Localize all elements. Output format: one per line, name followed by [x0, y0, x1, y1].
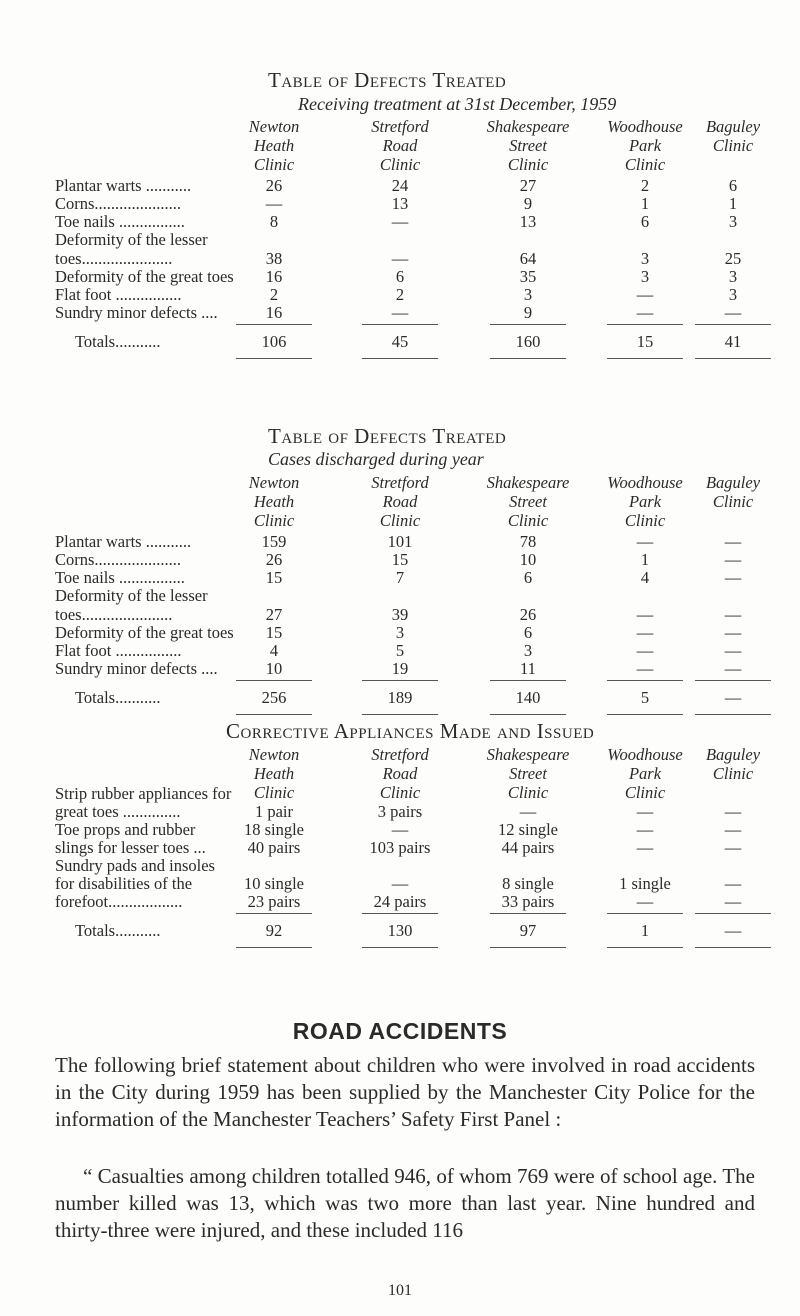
table-cell: 9: [523, 194, 533, 213]
table-cell: —: [636, 820, 654, 839]
column-header: Woodhouse: [607, 473, 683, 492]
road-accidents-intro: The following brief statement about children who were involved in road accidents in the City during 1959 has been supplied by the Manchester City Police for the information of the Manchester Teachers’ Safety First Panel :: [55, 1053, 755, 1131]
table-cell: 8 single: [502, 874, 554, 893]
table-cell: 5: [395, 641, 405, 660]
table-cell: 13: [391, 194, 409, 213]
table-cell: —: [724, 532, 742, 551]
totals-bottom-rule: [607, 947, 683, 948]
column-header: Street: [509, 764, 547, 783]
table-cell: 101: [387, 532, 413, 551]
table-cell: —: [636, 659, 654, 678]
table-cell: 26: [265, 550, 283, 569]
row-label: Corns.....................: [55, 550, 182, 569]
table-cell: —: [391, 820, 409, 839]
row-label: Deformity of the lesser: [55, 586, 208, 605]
row-label: Strip rubber appliances for: [55, 784, 232, 803]
table-cell: 1: [640, 194, 650, 213]
column-header: Clinic: [379, 155, 421, 174]
table-cell: 3: [728, 285, 738, 304]
totals-cell: 130: [387, 921, 413, 940]
table-cell: —: [636, 623, 654, 642]
column-header: Clinic: [253, 511, 295, 530]
table-cell: 24 pairs: [373, 892, 427, 911]
column-header: Clinic: [379, 511, 421, 530]
totals-cell: 160: [515, 332, 541, 351]
table-cell: 64: [519, 249, 537, 268]
table-cell: 1: [640, 550, 650, 569]
totals-top-rule: [490, 324, 566, 325]
row-label: Corns.....................: [55, 194, 182, 213]
totals-top-rule: [490, 913, 566, 914]
table-cell: 3: [523, 285, 533, 304]
column-header: Clinic: [624, 783, 666, 802]
totals-cell: 15: [636, 332, 654, 351]
column-header: Park: [628, 764, 662, 783]
row-label: forefoot..................: [55, 892, 183, 911]
column-header: Newton: [248, 745, 300, 764]
column-header: Clinic: [712, 764, 754, 783]
table-cell: —: [265, 194, 283, 213]
table-cell: 1 single: [619, 874, 671, 893]
row-label: Plantar warts ...........: [55, 532, 192, 551]
table-cell: 3: [728, 267, 738, 286]
table-cell: —: [724, 874, 742, 893]
row-label: Sundry pads and insoles: [55, 856, 215, 875]
column-header: Baguley: [705, 473, 761, 492]
page-number: 101: [388, 1282, 412, 1299]
table-cell: 78: [519, 532, 537, 551]
table-cell: 18 single: [243, 820, 305, 839]
table-cell: 3 pairs: [377, 802, 423, 821]
table-cell: 23 pairs: [247, 892, 301, 911]
table-cell: 7: [395, 568, 405, 587]
column-header: Woodhouse: [607, 745, 683, 764]
totals-top-rule: [695, 680, 771, 681]
table-cell: —: [724, 605, 742, 624]
totals-cell: —: [724, 921, 742, 940]
column-header: Park: [628, 492, 662, 511]
table-cell: 2: [640, 176, 650, 195]
table-cell: 159: [261, 532, 287, 551]
totals-bottom-rule: [362, 714, 438, 715]
totals-bottom-rule: [236, 714, 312, 715]
column-header: Clinic: [624, 511, 666, 530]
row-label: for disabilities of the: [55, 874, 193, 893]
column-header: Clinic: [253, 783, 295, 802]
table-cell: 33 pairs: [501, 892, 555, 911]
table-cell: —: [636, 532, 654, 551]
totals-cell: 106: [261, 332, 287, 351]
column-header: Road: [382, 136, 418, 155]
totals-bottom-rule: [490, 714, 566, 715]
column-header: Baguley: [705, 117, 761, 136]
totals-cell: 97: [519, 921, 537, 940]
totals-cell: 1: [640, 921, 650, 940]
table-cell: 26: [265, 176, 283, 195]
table-cell: 3: [640, 267, 650, 286]
column-header: Road: [382, 764, 418, 783]
table-cell: 16: [265, 303, 283, 322]
column-header: Stretford: [371, 117, 429, 136]
table-cell: —: [724, 838, 742, 857]
totals-label: Totals...........: [75, 688, 161, 707]
column-header: Street: [509, 492, 547, 511]
totals-bottom-rule: [607, 358, 683, 359]
table-cell: 26: [519, 605, 537, 624]
column-header: Park: [628, 136, 662, 155]
table-cell: —: [724, 802, 742, 821]
totals-top-rule: [607, 680, 683, 681]
table-cell: —: [724, 659, 742, 678]
table-cell: 25: [724, 249, 742, 268]
totals-top-rule: [362, 913, 438, 914]
totals-top-rule: [236, 324, 312, 325]
totals-cell: 41: [724, 332, 742, 351]
totals-bottom-rule: [695, 358, 771, 359]
table-cell: 15: [265, 568, 283, 587]
row-label: great toes ..............: [55, 802, 181, 821]
table-cell: —: [391, 874, 409, 893]
table-cell: —: [391, 212, 409, 231]
column-header: Woodhouse: [607, 117, 683, 136]
column-header: Shakespeare: [486, 117, 570, 136]
table-cell: 103 pairs: [369, 838, 431, 857]
totals-top-rule: [362, 680, 438, 681]
table-cell: 39: [391, 605, 409, 624]
table-cell: —: [636, 641, 654, 660]
table-cell: —: [724, 303, 742, 322]
table-cell: 10 single: [243, 874, 305, 893]
table-cell: 27: [265, 605, 283, 624]
table-cell: 1: [728, 194, 738, 213]
table-cell: —: [391, 303, 409, 322]
table-cell: —: [724, 623, 742, 642]
column-header: Shakespeare: [486, 745, 570, 764]
table-cell: 10: [265, 659, 283, 678]
totals-cell: 189: [387, 688, 413, 707]
row-label: Flat foot ................: [55, 641, 182, 660]
row-label: Toe props and rubber: [55, 820, 196, 839]
column-header: Heath: [253, 136, 295, 155]
row-label: Toe nails ................: [55, 568, 185, 587]
table-cell: 15: [391, 550, 409, 569]
table-cell: 3: [523, 641, 533, 660]
column-header: Heath: [253, 492, 295, 511]
table-subtitle: Cases discharged during year: [268, 449, 484, 469]
table-cell: —: [636, 285, 654, 304]
table-cell: —: [724, 820, 742, 839]
totals-cell: 45: [391, 332, 409, 351]
row-label-continued: toes......................: [55, 605, 173, 624]
table-title: Table of Defects Treated: [268, 68, 507, 92]
row-label: slings for lesser toes ...: [55, 838, 206, 857]
table-cell: —: [636, 605, 654, 624]
table-cell: 1 pair: [254, 802, 294, 821]
totals-label: Totals...........: [75, 332, 161, 351]
totals-cell: 140: [515, 688, 541, 707]
totals-bottom-rule: [490, 947, 566, 948]
totals-top-rule: [236, 680, 312, 681]
table-cell: 15: [265, 623, 283, 642]
table-cell: 13: [519, 212, 537, 231]
road-accidents-heading: ROAD ACCIDENTS: [292, 1018, 508, 1044]
totals-bottom-rule: [362, 358, 438, 359]
row-label: Deformity of the great toes: [55, 623, 234, 642]
totals-cell: 5: [640, 688, 650, 707]
table-cell: 24: [391, 176, 409, 195]
row-label-continued: toes......................: [55, 249, 173, 268]
totals-cell: 256: [261, 688, 287, 707]
table-cell: —: [519, 802, 537, 821]
totals-bottom-rule: [362, 947, 438, 948]
table-title: Table of Defects Treated: [268, 424, 507, 448]
table-cell: —: [724, 550, 742, 569]
column-header: Clinic: [712, 492, 754, 511]
table-cell: 3: [395, 623, 405, 642]
table-cell: —: [636, 892, 654, 911]
totals-top-rule: [236, 913, 312, 914]
table-cell: 3: [728, 212, 738, 231]
totals-top-rule: [695, 913, 771, 914]
column-header: Baguley: [705, 745, 761, 764]
row-label: Plantar warts ...........: [55, 176, 192, 195]
table-cell: 38: [265, 249, 283, 268]
column-header: Shakespeare: [486, 473, 570, 492]
table-cell: 19: [391, 659, 409, 678]
table-title: Corrective Appliances Made and Issued: [226, 719, 595, 743]
column-header: Newton: [248, 473, 300, 492]
row-label: Sundry minor defects ....: [55, 659, 218, 678]
totals-bottom-rule: [607, 714, 683, 715]
road-accidents-statement: “ Casualties among children totalled 946, of whom 769 were of school age. The number killed was 13, which was two more than last year. Nine hundred and thirty-three were injured, and these included 116: [55, 1164, 755, 1242]
column-header: Road: [382, 492, 418, 511]
table-cell: 2: [269, 285, 279, 304]
totals-top-rule: [490, 680, 566, 681]
totals-top-rule: [607, 913, 683, 914]
table-cell: 6: [640, 212, 650, 231]
column-header: Clinic: [379, 783, 421, 802]
table-cell: 4: [269, 641, 279, 660]
table-cell: 6: [728, 176, 738, 195]
totals-bottom-rule: [695, 714, 771, 715]
row-label: Deformity of the great toes: [55, 267, 234, 286]
column-header: Clinic: [712, 136, 754, 155]
table-cell: 12 single: [497, 820, 559, 839]
table-cell: 16: [265, 267, 283, 286]
column-header: Street: [509, 136, 547, 155]
table-cell: 35: [519, 267, 537, 286]
table-cell: —: [636, 303, 654, 322]
table-cell: 4: [640, 568, 650, 587]
totals-top-rule: [695, 324, 771, 325]
row-label: Deformity of the lesser: [55, 230, 208, 249]
table-cell: —: [636, 802, 654, 821]
table-cell: 2: [395, 285, 405, 304]
totals-bottom-rule: [236, 947, 312, 948]
table-cell: 6: [523, 623, 533, 642]
table-cell: 8: [269, 212, 279, 231]
totals-top-rule: [362, 324, 438, 325]
totals-bottom-rule: [490, 358, 566, 359]
column-header: Clinic: [507, 155, 549, 174]
table-cell: 6: [523, 568, 533, 587]
totals-cell: —: [724, 688, 742, 707]
table-cell: 3: [640, 249, 650, 268]
totals-top-rule: [607, 324, 683, 325]
column-header: Newton: [248, 117, 300, 136]
table-cell: —: [724, 892, 742, 911]
column-header: Heath: [253, 764, 295, 783]
totals-cell: 92: [265, 921, 283, 940]
totals-bottom-rule: [695, 947, 771, 948]
table-cell: 27: [519, 176, 537, 195]
table-cell: 44 pairs: [501, 838, 555, 857]
column-header: Clinic: [507, 511, 549, 530]
totals-bottom-rule: [236, 358, 312, 359]
column-header: Clinic: [624, 155, 666, 174]
table-cell: 40 pairs: [247, 838, 301, 857]
column-header: Stretford: [371, 473, 429, 492]
table-cell: 10: [519, 550, 537, 569]
row-label: Flat foot ................: [55, 285, 182, 304]
table-cell: —: [724, 641, 742, 660]
table-cell: 6: [395, 267, 405, 286]
table-cell: —: [636, 838, 654, 857]
table-cell: 9: [523, 303, 533, 322]
column-header: Clinic: [507, 783, 549, 802]
column-header: Stretford: [371, 745, 429, 764]
table-cell: —: [724, 568, 742, 587]
table-subtitle: Receiving treatment at 31st December, 1959: [298, 94, 617, 114]
row-label: Toe nails ................: [55, 212, 185, 231]
table-cell: —: [391, 249, 409, 268]
table-cell: 11: [520, 659, 536, 678]
row-label: Sundry minor defects ....: [55, 303, 218, 322]
totals-label: Totals...........: [75, 921, 161, 940]
column-header: Clinic: [253, 155, 295, 174]
